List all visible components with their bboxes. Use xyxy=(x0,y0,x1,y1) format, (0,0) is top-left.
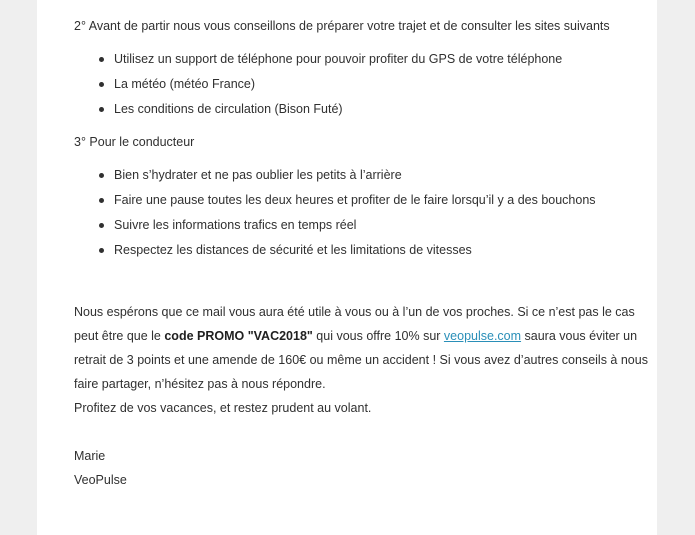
closing-text: peut être que le xyxy=(74,329,165,343)
bullet-icon xyxy=(99,57,104,62)
bullet-icon xyxy=(99,82,104,87)
closing-text: saura vous éviter un xyxy=(521,329,638,343)
list-item-text: Respectez les distances de sécurité et les limitations de vitesses xyxy=(114,243,472,257)
section-3-list xyxy=(74,167,644,267)
list-item-text: Utilisez un support de téléphone pour pouvoir profiter du GPS de votre téléphone xyxy=(114,52,563,66)
email-body xyxy=(37,0,657,535)
section-2-heading: 2° Avant de partir nous vous conseillons de préparer votre trajet et de consulter les sites suivants xyxy=(74,19,610,33)
list-item xyxy=(74,101,644,126)
signature-company: VeoPulse xyxy=(74,473,127,487)
closing-line-2 xyxy=(74,324,638,348)
list-item xyxy=(74,51,644,76)
list-item-text: Bien s’hydrater et ne pas oublier les petits à l’arrière xyxy=(114,168,402,182)
email-content xyxy=(74,18,648,492)
section-3-heading: 3° Pour le conducteur xyxy=(74,135,195,149)
list-item-text: La météo (météo France) xyxy=(114,77,256,91)
section-2-list xyxy=(74,51,644,126)
list-item xyxy=(74,76,644,101)
list-item xyxy=(74,242,644,267)
list-item-text: Les conditions de circulation (Bison Futé) xyxy=(114,102,343,116)
bullet-icon xyxy=(99,248,104,253)
veopulse-link[interactable]: veopulse.com xyxy=(443,329,522,343)
closing-line-1: Nous espérons que ce mail vous aura été utile à vous ou à l’un de vos proches. Si ce n’est pas le cas xyxy=(74,305,635,319)
closing-text: qui vous offre 10% sur xyxy=(312,329,444,343)
bullet-icon xyxy=(99,173,104,178)
signature-name: Marie xyxy=(74,449,106,463)
list-item xyxy=(74,217,644,242)
bullet-icon xyxy=(99,198,104,203)
list-item-text: Suivre les informations trafics en temps réel xyxy=(114,218,357,232)
closing-line-5: Profitez de vos vacances, et restez prudent au volant. xyxy=(74,401,372,415)
promo-code: code PROMO "VAC2018" xyxy=(164,329,313,343)
list-item xyxy=(74,192,644,217)
bullet-icon xyxy=(99,223,104,228)
closing-paragraph xyxy=(74,300,648,420)
signature xyxy=(74,444,644,492)
closing-line-4: faire partager, n’hésitez pas à nous répondre. xyxy=(74,377,326,391)
bullet-icon xyxy=(99,107,104,112)
list-item xyxy=(74,167,644,192)
closing-line-3: retrait de 3 points et une amende de 160€ ou même un accident ! Si vous avez d’autres conseils à nous xyxy=(74,353,648,367)
list-item-text: Faire une pause toutes les deux heures et profiter de le faire lorsqu’il y a des bouchons xyxy=(114,193,596,207)
